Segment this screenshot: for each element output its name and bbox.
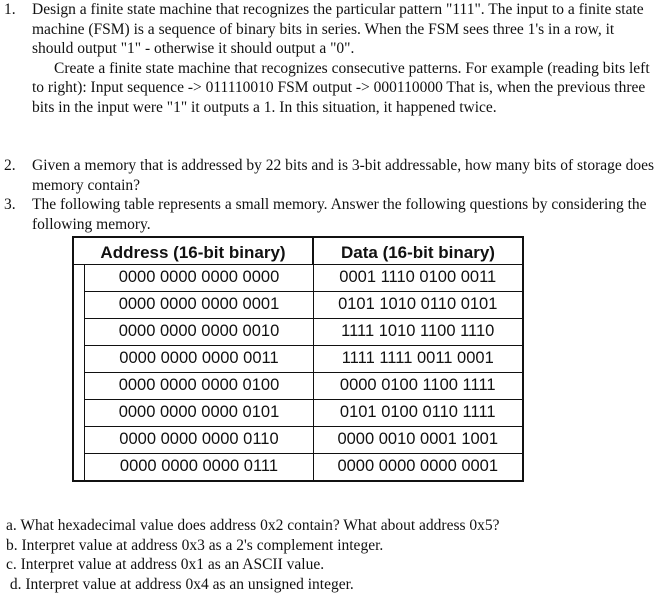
question-number: 2.	[4, 157, 16, 174]
row-spacer	[73, 346, 85, 373]
data-header: Data (16-bit binary)	[313, 237, 523, 265]
address-header: Address (16-bit binary)	[73, 237, 313, 265]
row-spacer	[73, 373, 85, 400]
data-cell: 1111 1111 0011 0001	[313, 346, 523, 373]
row-spacer	[73, 265, 85, 292]
address-cell: 0000 0000 0000 0101	[85, 400, 313, 427]
data-cell: 0000 0010 0001 1001	[313, 427, 523, 454]
row-spacer	[73, 400, 85, 427]
data-cell: 0000 0100 1100 1111	[313, 373, 523, 400]
subquestion-a: a. What hexadecimal value does address 0x2 contain? What about address 0x5?	[6, 517, 500, 534]
address-cell: 0000 0000 0000 0110	[85, 427, 313, 454]
table-header-row	[73, 237, 523, 265]
data-cell: 0101 1010 0110 0101	[313, 292, 523, 319]
memory-table	[72, 236, 524, 482]
table-row	[73, 346, 523, 373]
question-3	[4, 195, 656, 234]
question-1	[4, 0, 656, 117]
row-spacer	[73, 454, 85, 482]
row-spacer	[73, 319, 85, 346]
address-cell: 0000 0000 0000 0100	[85, 373, 313, 400]
address-cell: 0000 0000 0000 0011	[85, 346, 313, 373]
address-cell: 0000 0000 0000 0010	[85, 319, 313, 346]
row-spacer	[73, 427, 85, 454]
data-cell: 0101 0100 0110 1111	[313, 400, 523, 427]
question-2-text: Given a memory that is addressed by 22 bits and is 3-bit addressable, how many bits of storage does memory contain?	[32, 157, 655, 194]
data-cell: 1111 1010 1100 1110	[313, 319, 523, 346]
data-cell: 0000 0000 0000 0001	[313, 454, 523, 482]
subquestion-b: b. Interpret value at address 0x3 as a 2's complement integer.	[6, 537, 384, 554]
table-body	[73, 265, 523, 482]
table-row	[73, 319, 523, 346]
question-1-paragraph-1: Design a finite state machine that recognizes the particular pattern "111". The input to a finite state machine (FSM) is a sequence of binary bits in series. When the FSM sees three 1's in a row, it should output "1" - otherwise it should output a "0".	[32, 1, 644, 57]
address-cell: 0000 0000 0000 0000	[85, 265, 313, 292]
question-number: 3.	[4, 196, 16, 213]
table-row	[73, 373, 523, 400]
question-1-paragraph-2: Create a finite state machine that recognizes consecutive patterns. For example (reading bits left to right): Input sequence -> 011110010 FSM output -> 000110000 That is, when the previous three bits in the input were "1" it outputs a 1. In this situation, it happened twice.	[32, 59, 650, 116]
table-row	[73, 265, 523, 292]
address-cell: 0000 0000 0000 0001	[85, 292, 313, 319]
table-row	[73, 400, 523, 427]
data-cell: 0001 1110 0100 0011	[313, 265, 523, 292]
table-row	[73, 454, 523, 482]
question-number: 1.	[4, 1, 16, 18]
row-spacer	[73, 292, 85, 319]
table-row	[73, 292, 523, 319]
subquestion-d: d. Interpret value at address 0x4 as an unsigned integer.	[6, 576, 354, 593]
table-row	[73, 427, 523, 454]
question-3-text: The following table represents a small memory. Answer the following questions by considering the following memory.	[32, 196, 647, 233]
subquestion-c: c. Interpret value at address 0x1 as an ASCII value.	[6, 556, 325, 573]
address-cell: 0000 0000 0000 0111	[85, 454, 313, 482]
question-2	[4, 156, 656, 195]
